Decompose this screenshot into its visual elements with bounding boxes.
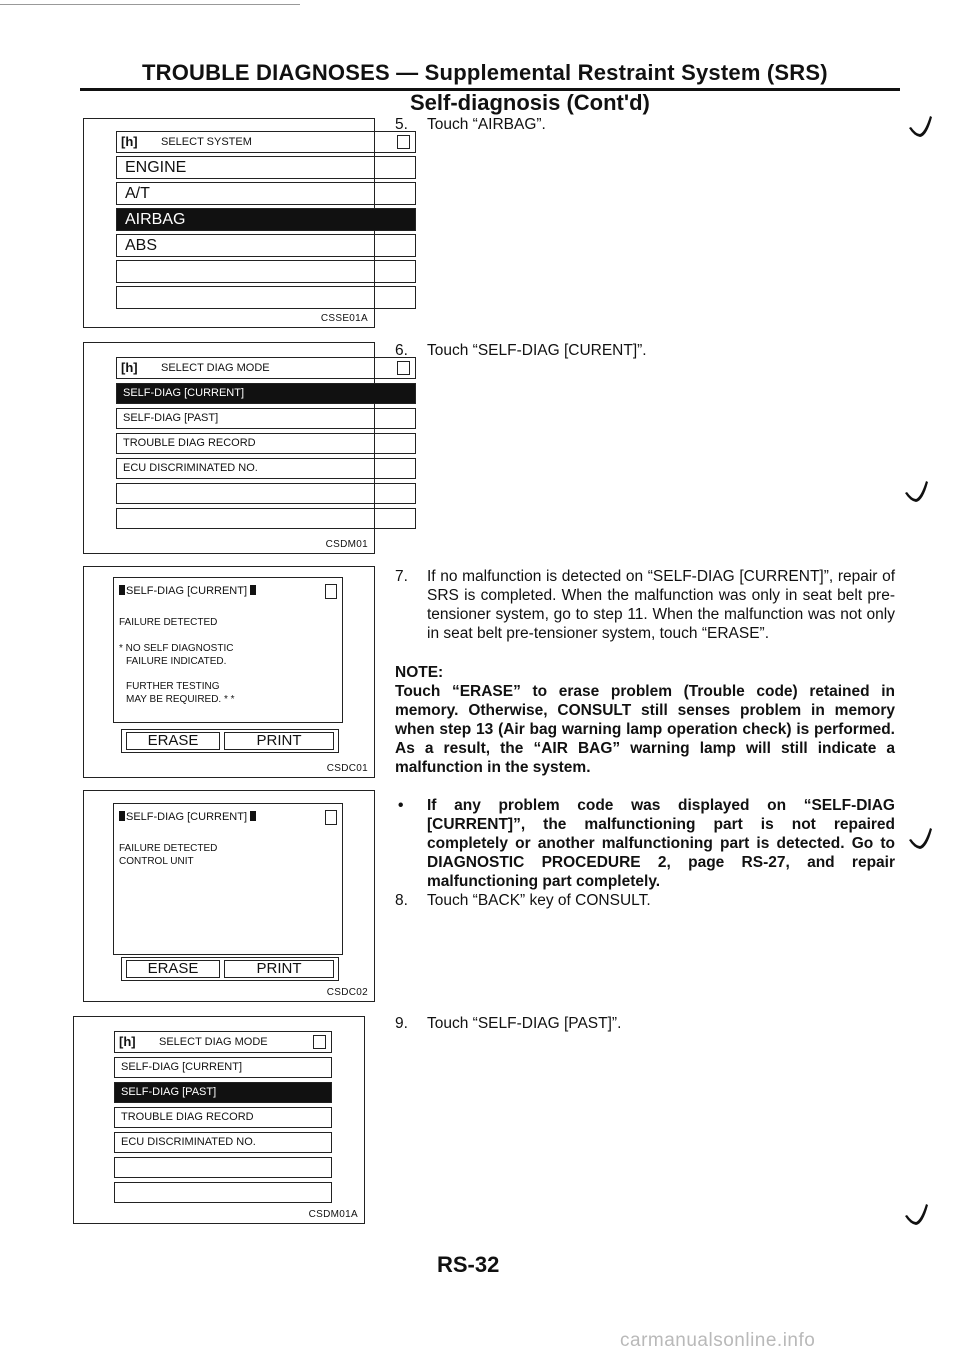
print-button[interactable]: PRINT: [224, 960, 334, 978]
step-number: 7.: [395, 568, 408, 585]
menu-item-empty[interactable]: [116, 286, 416, 309]
menu-item-abs[interactable]: ABS: [116, 234, 416, 257]
step-text: Touch “AIRBAG”.: [427, 116, 546, 133]
watermark: carmanualsonline.info: [620, 1330, 816, 1351]
menu-item-at[interactable]: A/T: [116, 182, 416, 205]
result-title: [119, 585, 257, 597]
menu-item-empty[interactable]: [114, 1182, 332, 1203]
step-text: If no malfunction is detected on “SELF-DIAG [CURRENT]”, repair of SRS is completed. When the malfunction was only in seat belt pre-tensioner system, go to step 11. When the malfunction was not only in seat belt pre-tensioner system, touch “ERASE”.: [427, 568, 895, 642]
select-diag-mode-title: SELECT DIAG MODE: [161, 362, 270, 374]
result-title: [119, 811, 257, 823]
bullet-text: If any problem code was displayed on “SELF-DIAG [CURRENT]”, the malfunctioning part is not repaired completely or another malfunctioning part is detected. Go to DIAGNOSTIC PROCEDURE 2, page RS-27, and repair malfunctioning part completely.: [427, 797, 895, 890]
page-title: TROUBLE DIAGNOSES — Supplemental Restraint System (SRS): [142, 60, 828, 85]
self-diag-result-screen: [83, 566, 375, 778]
step-number: 9.: [395, 1015, 408, 1032]
figure-code: CSDM01A: [308, 1209, 358, 1220]
erase-button[interactable]: ERASE: [126, 960, 220, 978]
figure-code: CSDM01: [325, 539, 368, 550]
step-5: [395, 115, 895, 134]
menu-item-empty[interactable]: [116, 260, 416, 283]
result-line: FAILURE INDICATED.: [126, 656, 227, 667]
note-label: NOTE:: [395, 664, 444, 681]
step-text: Touch “BACK” key of CONSULT.: [427, 892, 651, 909]
top-rule: [0, 4, 300, 5]
menu-item-engine[interactable]: ENGINE: [116, 156, 416, 179]
step-8: [395, 891, 895, 910]
check-mark-icon: [908, 112, 934, 138]
result-line: MAY BE REQUIRED. * *: [126, 694, 235, 705]
menu-item-self-diag-current[interactable]: SELF-DIAG [CURRENT]: [114, 1057, 332, 1078]
checkbox-icon: [313, 1035, 326, 1049]
select-system-screen: [83, 118, 375, 328]
result-title-text: SELF-DIAG [CURRENT]: [126, 585, 248, 597]
menu-item-empty[interactable]: [116, 508, 416, 529]
menu-item-trouble-diag-record[interactable]: TROUBLE DIAG RECORD: [114, 1107, 332, 1128]
menu-item-self-diag-past[interactable]: SELF-DIAG [PAST]: [114, 1082, 332, 1103]
hand-icon: [h]: [121, 134, 138, 149]
bullet-mark: •: [398, 797, 404, 814]
check-mark-icon: [908, 824, 934, 850]
checkbox-icon: [397, 361, 410, 375]
menu-item-empty[interactable]: [116, 483, 416, 504]
step-text: Touch “SELF-DIAG [PAST]”.: [427, 1015, 622, 1032]
checkbox-icon: [397, 135, 410, 149]
select-diag-mode-screen: [83, 342, 375, 554]
step-9: [395, 1014, 895, 1033]
hand-icon: [h]: [119, 1034, 136, 1049]
section-subtitle: Self-diagnosis (Cont'd): [410, 90, 650, 115]
menu-item-ecu-discriminated-no[interactable]: ECU DISCRIMINATED NO.: [114, 1132, 332, 1153]
step-number: 8.: [395, 892, 408, 909]
result-line: FAILURE DETECTED: [119, 617, 218, 628]
step-7: [395, 567, 895, 643]
menu-item-airbag[interactable]: AIRBAG: [116, 208, 416, 231]
select-diag-mode-header: [116, 357, 416, 379]
result-line: * NO SELF DIAGNOSTIC: [119, 643, 234, 654]
check-mark-icon: [904, 477, 930, 503]
step-number: 6.: [395, 342, 408, 359]
checkbox-icon: [325, 584, 337, 599]
step-text: Touch “SELF-DIAG [CURENT]”.: [427, 342, 647, 359]
checkbox-icon: [325, 810, 337, 825]
select-diag-mode-title: SELECT DIAG MODE: [159, 1036, 268, 1048]
check-mark-icon: [904, 1200, 930, 1226]
select-system-header: [116, 131, 416, 153]
note-block: [395, 663, 895, 777]
figure-code: CSDC01: [326, 763, 368, 774]
menu-item-ecu-discriminated-no[interactable]: ECU DISCRIMINATED NO.: [116, 458, 416, 479]
step-6: [395, 341, 895, 360]
print-button[interactable]: PRINT: [224, 732, 334, 750]
result-line: CONTROL UNIT: [119, 856, 194, 867]
self-diag-control-unit-screen: [83, 790, 375, 1002]
page-number: RS-32: [437, 1252, 500, 1277]
select-diag-mode-past-screen: [73, 1016, 365, 1224]
menu-item-empty[interactable]: [114, 1157, 332, 1178]
result-display: [113, 577, 343, 723]
figure-code: CSDC02: [326, 987, 368, 998]
select-system-title: SELECT SYSTEM: [161, 136, 252, 148]
result-line: FAILURE DETECTED: [119, 843, 218, 854]
result-display: [113, 803, 343, 955]
erase-button[interactable]: ERASE: [126, 732, 220, 750]
figure-code: CSSE01A: [320, 313, 368, 324]
button-row: [121, 957, 339, 981]
step-number: 5.: [395, 116, 408, 133]
select-diag-mode-header: [114, 1031, 332, 1053]
result-title-text: SELF-DIAG [CURRENT]: [126, 811, 248, 823]
hand-icon: [h]: [121, 360, 138, 375]
bullet-item: [395, 796, 895, 891]
menu-item-self-diag-current[interactable]: SELF-DIAG [CURRENT]: [116, 383, 416, 404]
menu-item-self-diag-past[interactable]: SELF-DIAG [PAST]: [116, 408, 416, 429]
menu-item-trouble-diag-record[interactable]: TROUBLE DIAG RECORD: [116, 433, 416, 454]
result-line: FURTHER TESTING: [126, 681, 220, 692]
note-text: Touch “ERASE” to erase problem (Trouble code) retained in memory. Otherwise, CONSULT still senses problem in memory when step 13 (Air bag warning lamp operation check) is performed. As a result, the “AIR BAG” warning lamp will still indicate a malfunction in the system.: [395, 683, 895, 776]
button-row: [121, 729, 339, 753]
